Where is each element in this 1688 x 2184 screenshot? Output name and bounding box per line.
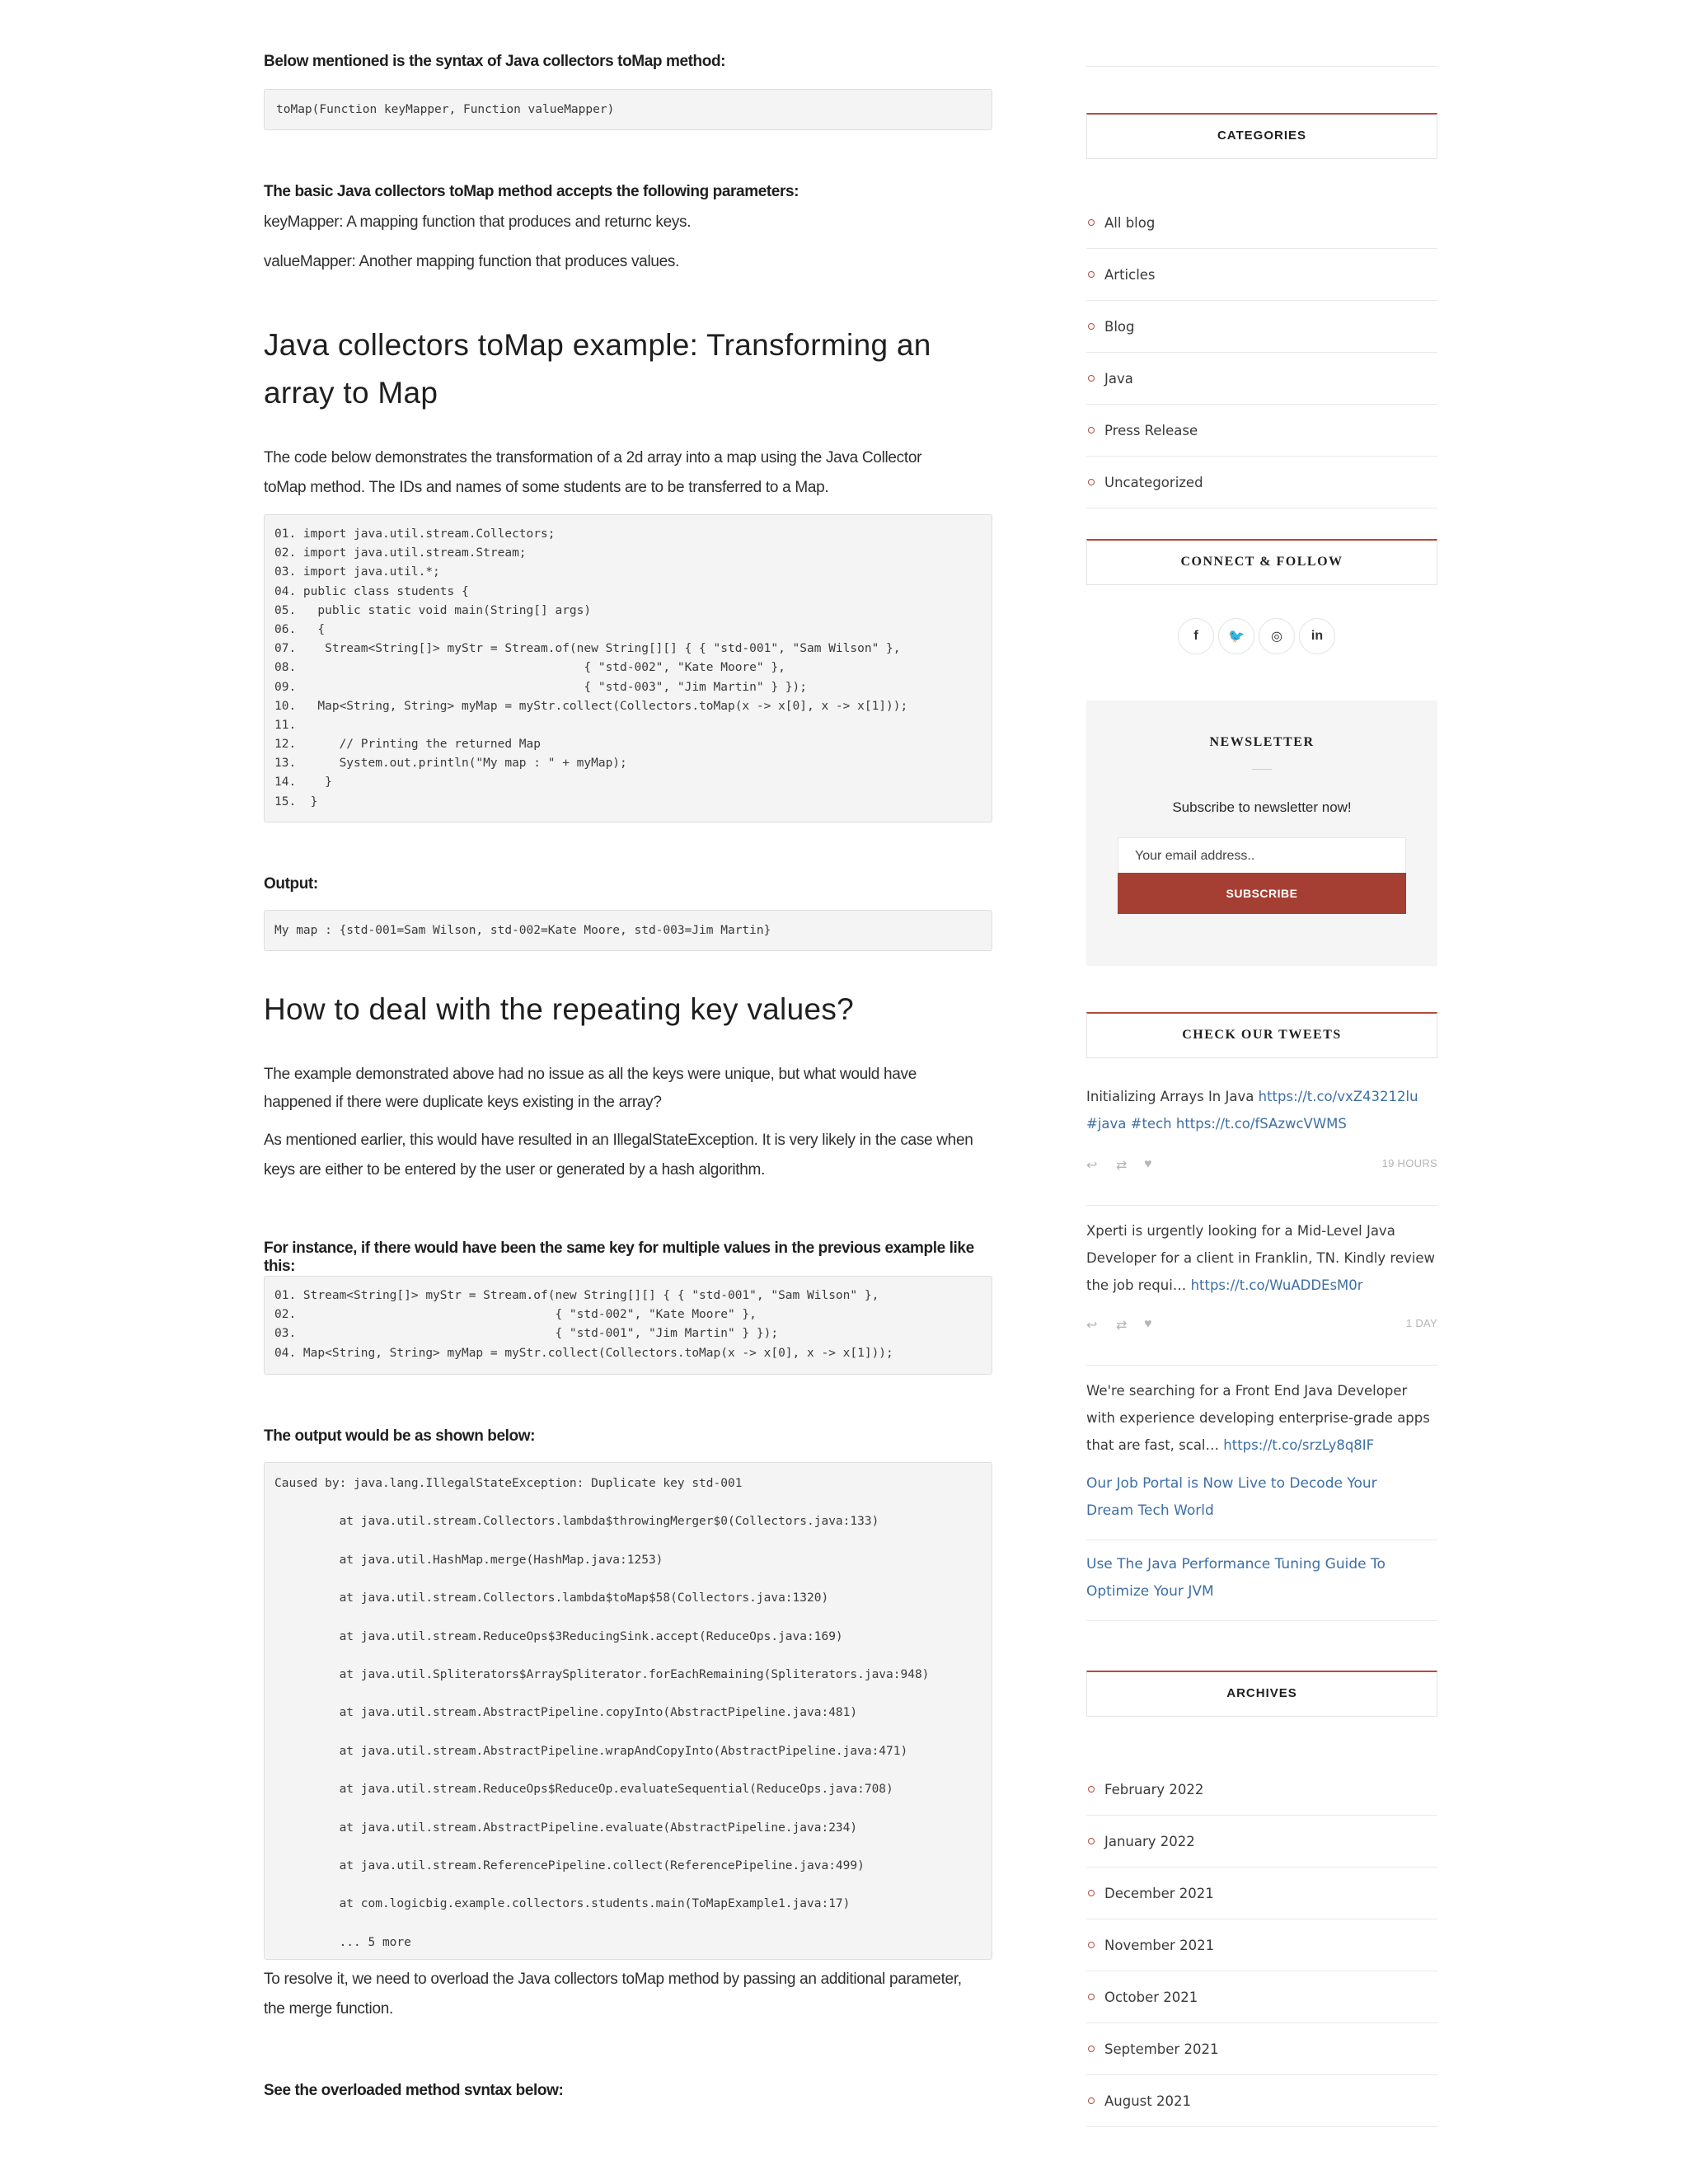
social-links bbox=[1178, 618, 1351, 656]
archive-item[interactable] bbox=[1086, 1764, 1437, 1816]
list-item-label[interactable]: October 2021 bbox=[1104, 1989, 1198, 2005]
link-line[interactable]: Our Job Portal is Now Live to Decode Your bbox=[1086, 1475, 1377, 1492]
list-item-label[interactable]: September 2021 bbox=[1104, 2041, 1219, 2057]
tweet-text: Developer for a client in Franklin, TN. Kindly review bbox=[1086, 1250, 1435, 1266]
tweet-text: with experience developing enterprise-grade apps bbox=[1086, 1410, 1430, 1426]
connect-title: CONNECT & FOLLOW bbox=[1086, 539, 1437, 585]
link-line[interactable]: Use The Java Performance Tuning Guide To bbox=[1086, 1556, 1386, 1572]
tweet-text: Initializing Arrays In Java bbox=[1086, 1089, 1259, 1104]
post-link-job-portal[interactable] bbox=[1086, 1470, 1437, 1525]
retweet-icon[interactable]: ⇄ bbox=[1116, 1319, 1128, 1333]
code-line: 09. { "std-003", "Jim Martin" } }); bbox=[274, 680, 808, 694]
bullet-icon bbox=[1088, 2046, 1095, 2052]
code-line: 02. import java.util.stream.Stream; bbox=[274, 546, 527, 560]
instagram-icon[interactable]: ◎ bbox=[1259, 618, 1295, 654]
tweets-title: CHECK OUR TWEETS bbox=[1086, 1012, 1437, 1058]
duplicate-code-block bbox=[264, 1276, 992, 1375]
tweet-text: Xperti is urgently looking for a Mid-Level Java bbox=[1086, 1223, 1395, 1239]
tweet-time: 19 HOURS bbox=[1381, 1157, 1437, 1169]
code-line: 15. } bbox=[274, 794, 318, 808]
code-lines bbox=[274, 921, 982, 940]
heading-repeat: How to deal with the repeating key values? bbox=[264, 992, 855, 1026]
repeat-p1-line2: happened if there were duplicate keys existing in the array? bbox=[264, 1094, 662, 1111]
tweet-1 bbox=[1086, 1083, 1437, 1137]
stack-trace-block bbox=[264, 1462, 992, 1960]
code-line: at java.util.stream.Collectors.lambda$throwingMerger$0(Collectors.java:133) bbox=[274, 1515, 879, 1529]
param-valuemapper: valueMapper: Another mapping function that produces values. bbox=[264, 253, 680, 270]
code-line: 02. { "std-002", "Kate Moore" }, bbox=[274, 1308, 757, 1322]
code-line: 12. // Printing the returned Map bbox=[274, 738, 542, 752]
bullet-icon bbox=[1088, 1838, 1095, 1844]
code-line: at java.util.stream.Collectors.lambda$toMap$58(Collectors.java:1320) bbox=[274, 1591, 829, 1605]
code-line: 10. Map<String, String> myMap = myStr.collect(Collectors.toMap(x -> x[0], x -> x[1])); bbox=[274, 699, 908, 713]
tweet-time: 1 DAY bbox=[1405, 1317, 1437, 1329]
code-line: 14. } bbox=[274, 776, 332, 790]
list-item-label[interactable]: Uncategorized bbox=[1104, 474, 1203, 490]
code-line: 05. public static void main(String[] args) bbox=[274, 603, 592, 617]
code-line: My map : {std-001=Sam Wilson, std-002=Kate Moore, std-003=Jim Martin} bbox=[274, 924, 771, 937]
tweet-link[interactable]: #java #tech https://t.co/fSAzwcVWMS bbox=[1086, 1116, 1347, 1132]
bullet-icon bbox=[1088, 427, 1095, 434]
bullet-icon bbox=[1088, 1942, 1095, 1948]
code-lines bbox=[274, 1286, 982, 1363]
code-lines bbox=[274, 1465, 982, 1961]
list-item-label[interactable]: Blog bbox=[1104, 318, 1135, 335]
list-item-label[interactable]: Java bbox=[1104, 370, 1133, 387]
tweet-text: the job requi… bbox=[1086, 1277, 1191, 1293]
bullet-icon bbox=[1088, 271, 1095, 278]
newsletter-subtitle: Subscribe to newsletter now! bbox=[1172, 799, 1352, 815]
newsletter-divider bbox=[1252, 769, 1272, 770]
repeat-p1-line1: The example demonstrated above had no issue as all the keys were unique, but what would have bbox=[264, 1066, 917, 1083]
list-item-label[interactable]: All blog bbox=[1104, 214, 1156, 231]
list-item-label[interactable]: Articles bbox=[1104, 266, 1156, 283]
tweet-1-meta bbox=[1086, 1157, 1437, 1174]
tweet-text: that are fast, scal… bbox=[1086, 1437, 1224, 1453]
param-keymapper: keyMapper: A mapping function that produces and returnc keys. bbox=[264, 213, 692, 231]
divider bbox=[1086, 1365, 1437, 1366]
code-lines bbox=[276, 101, 980, 120]
category-item[interactable] bbox=[1086, 457, 1437, 509]
archive-item[interactable] bbox=[1086, 1816, 1437, 1868]
tweet-2-meta bbox=[1086, 1317, 1437, 1333]
tweet-link[interactable]: https://t.co/WuADDEsM0r bbox=[1190, 1277, 1363, 1293]
params-intro: The basic Java collectors toMap method accepts the following parameters: bbox=[264, 183, 799, 200]
bullet-icon bbox=[1088, 1994, 1095, 2000]
list-item-label[interactable]: Press Release bbox=[1104, 422, 1198, 438]
code-lines bbox=[274, 525, 982, 812]
subscribe-button[interactable]: SUBSCRIBE bbox=[1118, 873, 1406, 914]
reply-icon[interactable]: ↩ bbox=[1086, 1159, 1098, 1173]
output-label: Output: bbox=[264, 875, 318, 893]
output-below-label: The output would be as shown below: bbox=[264, 1427, 536, 1445]
list-item-label[interactable]: January 2022 bbox=[1104, 1833, 1195, 1849]
code-line: Caused by: java.lang.IllegalStateException: Duplicate key std-001 bbox=[274, 1477, 743, 1490]
code-line: 06. { bbox=[274, 622, 326, 636]
tweet-link[interactable]: https://t.co/srzLy8q8IF bbox=[1223, 1437, 1375, 1453]
bullet-icon bbox=[1088, 1786, 1095, 1793]
code-line: at java.util.stream.ReferencePipeline.collect(ReferencePipeline.java:499) bbox=[274, 1858, 865, 1872]
code-line: 01. import java.util.stream.Collectors; bbox=[274, 527, 556, 541]
code-line: at java.util.stream.ReduceOps$3ReducingSink.accept(ReduceOps.java:169) bbox=[274, 1629, 843, 1643]
facebook-icon[interactable]: f bbox=[1178, 618, 1214, 654]
category-item[interactable] bbox=[1086, 249, 1437, 301]
archive-item[interactable] bbox=[1086, 2075, 1437, 2127]
tweet-text: We're searching for a Front End Java Developer bbox=[1086, 1383, 1408, 1399]
list-item-label[interactable]: December 2021 bbox=[1104, 1885, 1214, 1901]
example-desc-line2: toMap method. The IDs and names of some students are to be transferred to a Map. bbox=[264, 479, 829, 496]
twitter-icon[interactable]: 🐦 bbox=[1218, 618, 1254, 654]
archive-item[interactable] bbox=[1086, 1971, 1437, 2023]
category-item[interactable] bbox=[1086, 301, 1437, 353]
heading-example-line1: Java collectors toMap example: Transforming an bbox=[264, 328, 931, 362]
post-link-jvm-tuning[interactable] bbox=[1086, 1551, 1437, 1605]
category-item[interactable] bbox=[1086, 353, 1437, 405]
linkedin-icon[interactable]: in bbox=[1299, 618, 1335, 654]
newsletter-email-input[interactable]: Your email address.. bbox=[1118, 837, 1406, 874]
tweet-3 bbox=[1086, 1377, 1437, 1459]
list-item-label[interactable]: November 2021 bbox=[1104, 1937, 1215, 1953]
code-line: at java.util.Spliterators$ArraySpliterator.forEachRemaining(Spliterators.java:948) bbox=[274, 1667, 930, 1681]
heading-example-line2: array to Map bbox=[264, 376, 438, 410]
bullet-icon bbox=[1088, 219, 1095, 226]
bullet-icon bbox=[1088, 323, 1095, 330]
output-code-block bbox=[264, 910, 992, 951]
example-code-block bbox=[264, 514, 992, 823]
code-line: at java.util.HashMap.merge(HashMap.java:1253) bbox=[274, 1553, 663, 1567]
newsletter-title: NEWSLETTER bbox=[1209, 735, 1315, 749]
tweet-link[interactable]: https://t.co/vxZ43212lu bbox=[1258, 1089, 1418, 1104]
example-desc-line1: The code below demonstrates the transformation of a 2d array into a map using the Java Collector bbox=[264, 449, 922, 466]
bullet-icon bbox=[1088, 479, 1095, 485]
divider bbox=[1086, 1620, 1437, 1621]
list-item-label[interactable]: February 2022 bbox=[1104, 1781, 1204, 1797]
category-item[interactable] bbox=[1086, 405, 1437, 457]
repeat-p2-line1: As mentioned earlier, this would have resulted in an IllegalStateException. It is very likely in the case when bbox=[264, 1132, 973, 1149]
archives-title: ARCHIVES bbox=[1086, 1671, 1437, 1717]
reply-icon[interactable]: ↩ bbox=[1086, 1319, 1098, 1333]
archive-item[interactable] bbox=[1086, 1868, 1437, 1919]
divider bbox=[1086, 1205, 1437, 1206]
code-line: at com.logicbig.example.collectors.students.main(ToMapExample1.java:17) bbox=[274, 1897, 851, 1911]
tweet-2 bbox=[1086, 1217, 1437, 1299]
retweet-icon[interactable]: ⇄ bbox=[1116, 1159, 1128, 1173]
category-item[interactable] bbox=[1086, 197, 1437, 249]
heart-icon[interactable]: ♥ bbox=[1144, 1157, 1152, 1171]
resolve-line2: the merge function. bbox=[264, 2000, 393, 2018]
code-line: ... 5 more bbox=[274, 1935, 411, 1949]
heart-icon[interactable]: ♥ bbox=[1144, 1317, 1152, 1331]
code-line: 04. public class students { bbox=[274, 584, 469, 598]
code-line: 04. Map<String, String> myMap = myStr.collect(Collectors.toMap(x -> x[0], x -> x[1])); bbox=[274, 1346, 893, 1360]
archive-item[interactable] bbox=[1086, 1919, 1437, 1971]
syntax-intro: Below mentioned is the syntax of Java collectors toMap method: bbox=[264, 53, 726, 70]
categories-title: CATEGORIES bbox=[1086, 113, 1437, 159]
newsletter-box bbox=[1086, 701, 1437, 966]
overload-intro: See the overloaded method svntax below: bbox=[264, 2082, 564, 2099]
code-line: 03. { "std-001", "Jim Martin" } }); bbox=[274, 1327, 779, 1341]
code-line: at java.util.stream.AbstractPipeline.wrapAndCopyInto(AbstractPipeline.java:471) bbox=[274, 1744, 908, 1758]
code-line: at java.util.stream.ReduceOps$ReduceOp.evaluateSequential(ReduceOps.java:708) bbox=[274, 1783, 893, 1797]
code-line: 11. bbox=[274, 718, 297, 732]
resolve-line1: To resolve it, we need to overload the Java collectors toMap method by passing an additional parameter, bbox=[264, 1971, 962, 1988]
code-line: 07. Stream<String[]> myStr = Stream.of(new String[][] { { "std-001", "Sam Wilson" }, bbox=[274, 642, 901, 656]
archive-item[interactable] bbox=[1086, 2023, 1437, 2075]
code-line: 01. Stream<String[]> myStr = Stream.of(new String[][] { { "std-001", "Sam Wilson" }, bbox=[274, 1289, 879, 1302]
link-line[interactable]: Optimize Your JVM bbox=[1086, 1583, 1214, 1600]
code-line: toMap(Function keyMapper, Function valueMapper) bbox=[276, 103, 615, 116]
bullet-icon bbox=[1088, 2097, 1095, 2104]
link-line[interactable]: Dream Tech World bbox=[1086, 1502, 1214, 1519]
list-item-label[interactable]: August 2021 bbox=[1104, 2093, 1191, 2109]
syntax-code-block bbox=[264, 89, 992, 130]
code-line: 03. import java.util.*; bbox=[274, 565, 440, 579]
repeat-p2-line2: keys are either to be entered by the user or generated by a hash algorithm. bbox=[264, 1161, 766, 1179]
instance-intro: For instance, if there would have been the same key for multiple values in the previous example like this: bbox=[264, 1240, 974, 1275]
bullet-icon bbox=[1088, 375, 1095, 382]
divider bbox=[1086, 66, 1437, 67]
code-line: at java.util.stream.AbstractPipeline.evaluate(AbstractPipeline.java:234) bbox=[274, 1821, 858, 1835]
code-line: 08. { "std-002", "Kate Moore" }, bbox=[274, 661, 785, 675]
code-line: at java.util.stream.AbstractPipeline.copyInto(AbstractPipeline.java:481) bbox=[274, 1706, 858, 1720]
bullet-icon bbox=[1088, 1890, 1095, 1896]
code-line: 13. System.out.println("My map : " + myMap); bbox=[274, 757, 627, 771]
